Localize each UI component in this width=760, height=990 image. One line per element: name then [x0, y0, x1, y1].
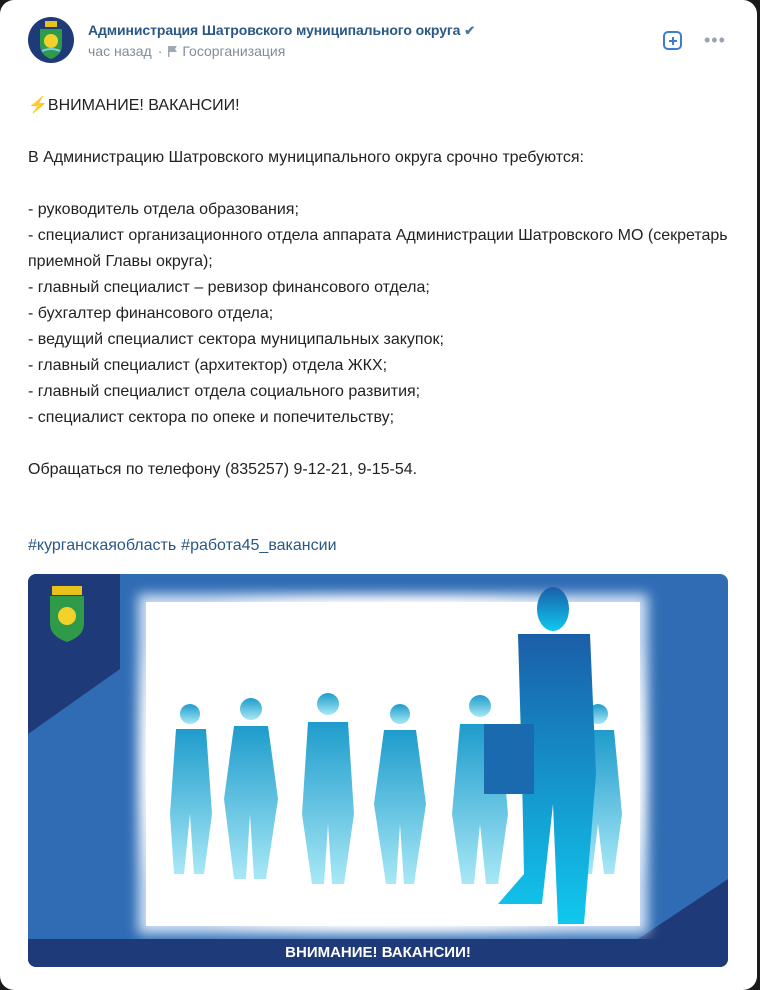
vacancy-item: - специалист сектора по опеке и попечительству;	[28, 409, 395, 426]
more-dots-icon[interactable]: •••	[704, 30, 726, 50]
vacancy-item: - специалист организационного отдела аппарата Администрации Шатровского МО (секретарь приемной Главы округа);	[28, 227, 728, 270]
coat-of-arms-icon	[28, 17, 74, 63]
post-title	[28, 93, 728, 119]
vacancy-item: - руководитель отдела образования;	[28, 201, 299, 218]
plus-square-icon[interactable]	[663, 31, 682, 50]
hashtag-link[interactable]: #работа45_вакансии	[181, 537, 337, 554]
author-name[interactable]	[88, 22, 475, 39]
vacancy-item: - главный специалист отдела социального развития;	[28, 383, 421, 400]
post-image[interactable]	[28, 574, 728, 967]
vacancy-item: - главный специалист – ревизор финансового отдела;	[28, 279, 430, 296]
author-link[interactable]: Администрация Шатровского муниципального округа	[88, 22, 461, 38]
vacancy-item: - главный специалист (архитектор) отдела ЖКХ;	[28, 357, 388, 374]
hashtag-link[interactable]: #курганскаяобласть	[28, 537, 177, 554]
check-icon: ✔	[464, 23, 476, 38]
corner-decoration	[638, 879, 728, 939]
image-banner: ВНИМАНИЕ! ВАКАНСИИ!	[28, 939, 728, 967]
author-avatar[interactable]	[28, 17, 74, 63]
title-text: ВНИМАНИЕ! ВАКАНСИИ!	[47, 97, 240, 114]
post-text	[28, 93, 728, 483]
post-meta	[88, 43, 285, 59]
lightning-icon: ⚡	[28, 97, 48, 114]
hashtags	[28, 537, 342, 555]
separator: ·	[157, 43, 163, 59]
vacancy-illustration	[28, 574, 728, 967]
vacancy-item: - бухгалтер финансового отдела;	[28, 305, 274, 322]
coat-of-arms-icon	[50, 586, 84, 642]
vacancy-item: - ведущий специалист сектора муниципальных закупок;	[28, 331, 444, 348]
post-category: Госорганизация	[182, 43, 286, 59]
contact-text: Обращаться по телефону (835257) 9-12-21, 9-15-54.	[28, 461, 418, 478]
post-time[interactable]: час назад	[88, 43, 152, 59]
flag-icon	[168, 46, 177, 57]
intro-text: В Администрацию Шатровского муниципального округа срочно требуются:	[28, 149, 584, 166]
